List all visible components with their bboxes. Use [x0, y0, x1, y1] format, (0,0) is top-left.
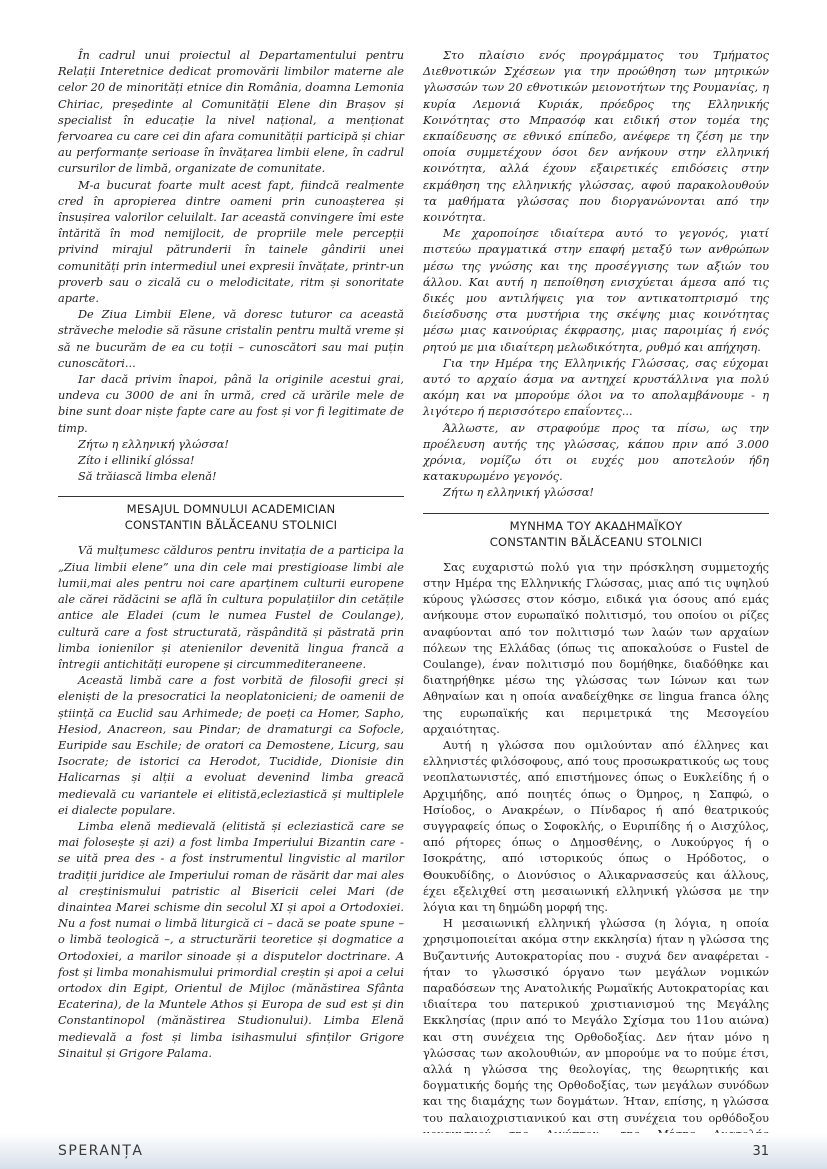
section-heading — [58, 501, 404, 533]
closing-line: Zíto i ellinikí glóssa! — [78, 454, 195, 468]
paragraph: De Ziua Limbii Elene, vă doresc tuturor ca această străveche melodie să răsune cristalin pentru multă vreme și să ne bucurăm de ea cu toții – cunoscători sau mai puțin cunoscători... — [58, 308, 404, 370]
paragraph: Iar dacă privim înapoi, până la originile acestui grai, undeva cu 3000 de ani în urmă, cred că urările mele de bine sunt doar niște fapte care au fost și vor fi legitimate de timp. — [58, 373, 404, 435]
greek-intro — [423, 48, 769, 502]
paragraph: M-a bucurat foarte mult acest fapt, fiindcă realmente cred în apropierea dintre oameni prin cunoașterea și însușirea valorilor celuilalt. Iar această convingere îmi este întărită în mod nemijlocit, de propriile mele percepții privind mirajul pătrunderii în tainele gândirii unei comunități prin intermediul unei expresii învățate, printr-un proverb sau o zicală cu o melodicitate, ritm și sonoritate aparte. — [58, 178, 404, 306]
paragraph: Άλλωστε, αν στραφούμε προς τα πίσω, ως την προέλευση αυτής της γλώσσας, κάπου πριν από 3.000 χρόνια, νομίζω ότι οι ευχές μου αποτελούν ήδη κατακυρωμένο γεγονός. — [423, 421, 769, 484]
paragraph: Αυτή η γλώσσα που ομιλούνταν από έλληνες και ελληνιστές φιλόσοφους, από τους προσωκρατικούς ως τους νεοπλατωνιστές, από επιστήμονες όπως ο Ευκλείδης ή ο Αρχιμήδης, από ποιητές όπως ο Όμηρος, η Σαπφώ, ο Ησίοδος, ο Ανακρέων, ο Πίνδαρος ή από θεατρικούς συγγραφείς όπως ο Σοφοκλής, ο Ευριπίδης ή ο Αισχύλος, από ρήτορες όπως ο Δημοσθένης, ο Λυκούργος ή ο Ισοκράτης, από ιστορικούς όπως ο Ηρόδοτος, ο Θουκυδίδης, ο Διονύσιος ο Αλικαρνασσεύς και άλλους, έχει εξελιχθεί στη μεσαιωνική ελληνική γλώσσα με την λόγια και τη δημώδη μορφή της. — [423, 738, 769, 914]
footer-brand: SPERANȚA — [58, 1143, 144, 1159]
section-heading — [423, 518, 769, 550]
section-divider — [58, 496, 404, 497]
heading-line: CONSTANTIN BĂLĂCEANU STOLNICI — [124, 518, 338, 533]
page-number: 31 — [752, 1144, 769, 1159]
heading-line: ΜΥΝΗΜΑ ΤΟΥ ΑΚΑΔΗΜΑΪΚΟΥ — [509, 518, 683, 533]
paragraph: Με χαροποίησε ιδιαίτερα αυτό το γεγονός, γιατί πιστεύω πραγματικά στην επαφή μεταξύ των ανθρώπων μέσω της γνώσης και της προσέγγισης των αξιών του άλλου. Και αυτή η πεποίθηση ενισχύεται άμεσα από τις δικές μου αντιλήψεις για τον αντικατοπτρισμό της διείσδυσης στα μυστήρια της σκέψης μιας κοινότητας μέσω μιας καινούριας έκφρασης, μιας παροιμίας ή ενός ρητού με μια ιδιαίτερη μελωδικότητα, ρυθμό και απήχηση. — [423, 227, 769, 354]
paragraph: Η μεσαιωνική ελληνική γλώσσα (η λόγια, η οποία χρησιμοποιείται ακόμα στην εκκλησία) ήταν η γλώσσα της Βυζαντινής Αυτοκρατορίας που - συχνά δεν αναφέρεται - ήταν το γλωσσικό όργανο των μεγάλων νομικών παραδόσεων της Ανατολικής Ρωμαϊκής Αυτοκρατορίας και ιδιαίτερα του πατερικού χριστιανισμού της Μεγάλης Εκκλησίας (πριν από το Μεγάλο Σχίσμα του 11ου αιώνα) και στη συνέχεια της Ορθοδοξίας. Δεν ήταν μόνο η γλώσσας των ακολουθιών, αν μπορούμε να το πούμε έτσι, αλλά η γλώσσα της θεολογίας, της θεωρητικής και δογματικής δομής της Ορθοδοξίας, των μεγάλων συνόδων και της διαμάχης των δογμάτων. Ήταν, επίσης, η γλώσσα του παλαιοχριστιανικού και στη συνέχεια του ορθόδοξου — [423, 917, 769, 1125]
romanian-column — [58, 48, 404, 1062]
paragraph: Για την Ημέρα της Ελληνικής Γλώσσας, σας εύχομαι αυτό το αρχαίο άσμα να αντηχεί κρυστάλλινα για πολύ ακόμη και να μπορούμε όλοι να το απολαμβάνουμε - η λιγότερο ή περισσότερο επαΐοντες... — [423, 356, 769, 419]
closing-line: Ζήτω η ελληνική γλώσσα! — [443, 486, 594, 500]
paragraph: Σας ευχαριστώ πολύ για την πρόσκληση συμμετοχής στην Ημέρα της Ελληνικής Γλώσσας, μιας από τις υψηλού κύρους γλώσσες στον κόσμο, ειδικά για όσους από εμάς ανήκουμε στον ευρωπαϊκό πολιτισμό, του οποίου οι ρίζες αναφύονται από τον πολιτισμό των λαών των αρχαίων πόλεων της Ελλάδας (όπως τις αποκαλούσε ο Fustel de Coulange), έναν πολιτισμό που δομήθηκε, διαδόθηκε και διατηρήθηκε μέσω της γλώσσας των Ιώνων και των Αθηναίων και η οποία αναδείχθηκε σε lingua franca όλης της ευρωπαϊκής και περιμετρικά της Μεσογείου αρχαιότητας. — [423, 560, 769, 736]
closing-line: Ζήτω η ελληνική γλώσσα! — [78, 437, 229, 451]
closing-line: Să trăiască limba elenă! — [78, 470, 217, 484]
heading-line: MESAJUL DOMNULUI ACADEMICIAN — [126, 502, 336, 517]
greek-column — [423, 48, 769, 1159]
heading-line: CONSTANTIN BĂLĂCEANU STOLNICI — [489, 534, 703, 549]
paragraph: Vă mulțumesc călduros pentru invitația de a participa la „Ziua limbii elene” una din cele mai prestigioase limbi ale lumii,mai ales pentru noi care aparținem culturii europene ale cărei rădăcini se află în cultura populațiilor din cetățile antice ale Eladei (cum le numea Fustel de Coulange), cultură care a fost structurată, răspândită și păstrată prin limba ionienilor și atenienilor devenită lingua francă a întregii antichități europene și circummediteraneene. — [58, 544, 404, 671]
paragraph: În cadrul unui proiectul al Departamentului pentru Relații Interetnice dedicat promovării limbilor materne ale celor 20 de minorități etnice din România, doamna Lemonia Chiriac, președinte al Comunității Elene din Brașov și specialist în educație la nivel național, a menționat fervoarea cu care cei din afara comunității participă și chiar au performanțe serioase în învățarea limbii elene, în cadrul cursurilor de limbă, organizate de comunitate. — [58, 49, 404, 176]
paragraph: Această limbă care a fost vorbită de filosofii greci și eleniști de la presocratici la neoplatonicieni; de oamenii de știință ca Euclid sau Arhimede; de poeți ca Homer, Sapho, Hesiod, Anacreon, sau Pindar; de dramaturgi ca Sofocle, Euripide sau Eschile; de oratori ca Demostene, Licurg, sau Isocrate; de istorici ca Herodot, Tucidide, Dionisie din Halicarnas și alții a evoluat devenind limba greacă medievală cu variantele ei elitistă,ecleziastică și multiplele ei dialecte populare. — [58, 674, 404, 817]
section-divider — [423, 513, 769, 514]
paragraph: Στο πλαίσιο ενός προγράμματος του Τμήματος Διεθνοτικών Σχέσεων για την προώθηση των μητρικών γλωσσών των 20 εθνοτικών μειονοτήτων της Ρουμανίας, η κυρία Λεμονιά Κυριάκ, πρόεδρος της Ελληνικής Κοινότητας στο Μπρασόφ και ειδική στον τομέα της εκπαίδευσης σε εθνικό επίπεδο, ανέφερε τη ζέση με την οποία συμμετέχουν όσοι δεν ανήκουν στην ελληνική κοινότητα, αλλά έχουν εξαιρετικές επιδόσεις στην εκμάθηση της ελληνικής γλώσσας, αφού παρακολουθούν τα μαθήματα γλώσσας που διοργανώνονται από την κοινότητα. — [423, 49, 769, 225]
paragraph: Limba elenă medievală (elitistă și ecleziastică care se mai folosește și azi) a fost limba Imperiului Bizantin care - se uită prea des - a fost instrumentul lingvistic al marilor tradiții juridice ale Imperiului roman de răsărit dar mai ales al creștinismului patristic al Bisericii celei Mari (de dinaintea Marei schisme din secolul XI și apoi a Ortodoxiei. Nu a fost numai o limbă liturgică ci – dacă se poate spune – o limbă teologică –, a structurării teoretice și dogmatice a Ortodoxiei, a marilor sinoade și a disputelor doctrinare. A fost și limba monahismului primordial creștin și apoi a celui ortodox din Egipt, Orientul de Mijloc (mănăstirea Sfânta Ecaterina), de la Muntele Athos și Europa de sud est și din Constantinopol (mănăstirea Studionului). Limba Elenă medievală a fost și limba isihasmului sfinților Grigore Sinaitul și Grigore Palama. — [58, 819, 404, 1060]
